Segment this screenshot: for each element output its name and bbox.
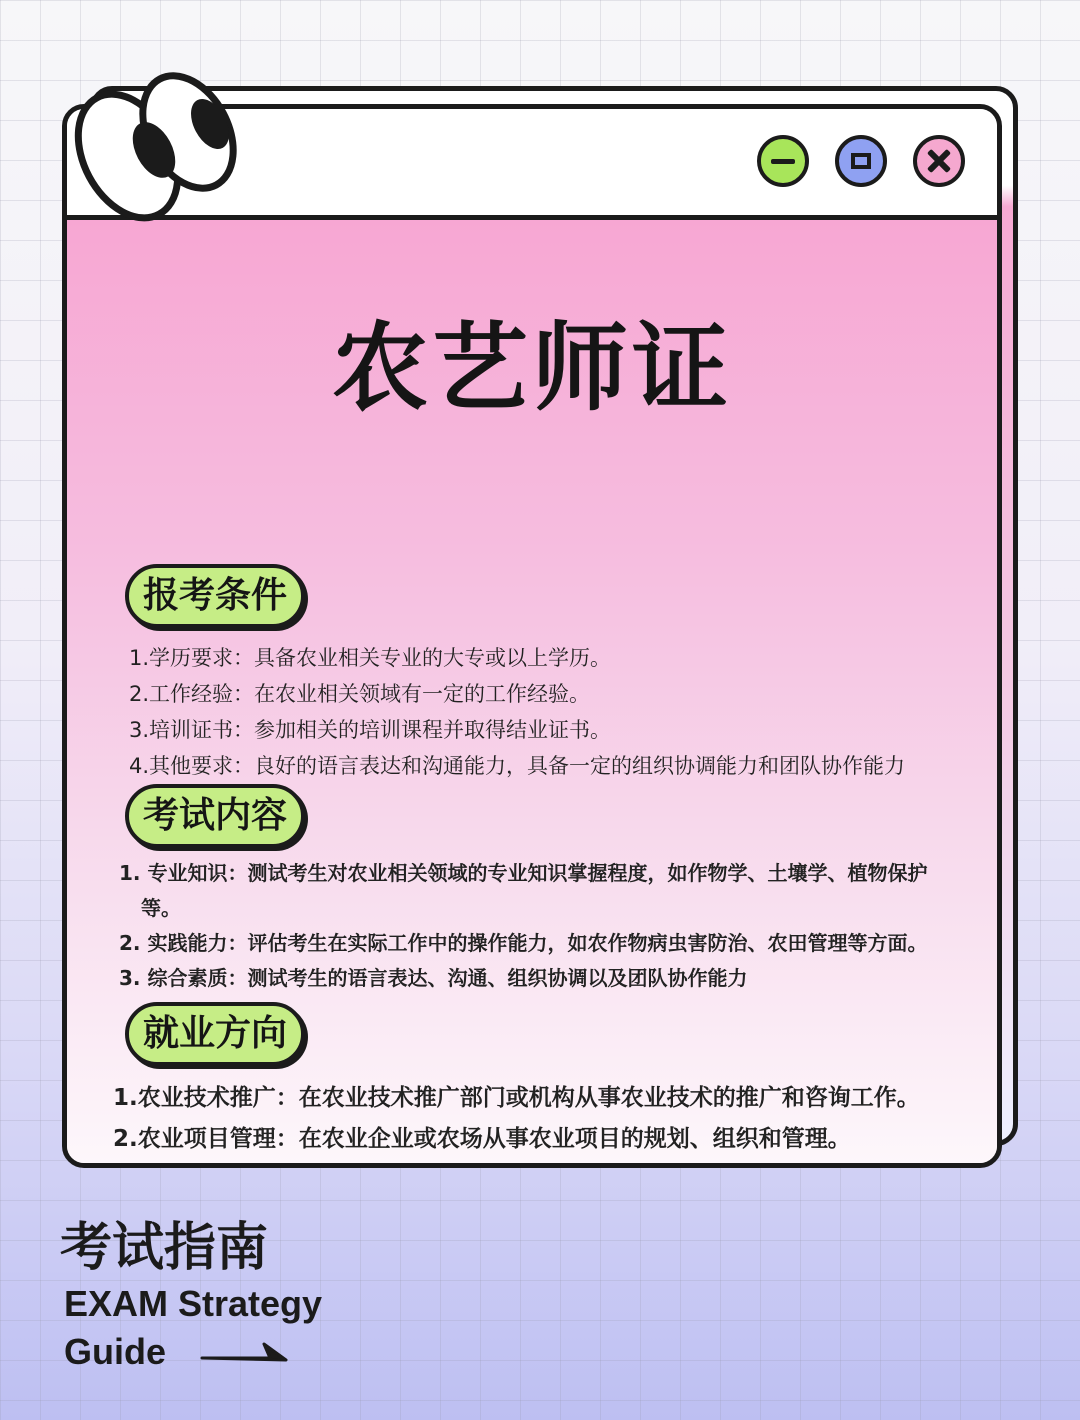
list-item: 3. 综合素质：测试考生的语言表达、沟通、组织协调以及团队协作能力 (119, 966, 748, 990)
list-item (119, 856, 999, 926)
section-heading: 就业方向 (125, 1002, 305, 1066)
arrow-icon (200, 1338, 288, 1366)
list-item: 2.工作经验：在农业相关领域有一定的工作经验。 (129, 682, 591, 706)
list-item-continuation: 等。 (141, 896, 181, 920)
footer-subtitle-line2: Guide (64, 1331, 167, 1372)
section-heading: 报考条件 (125, 564, 305, 628)
close-icon (926, 148, 952, 174)
list-item: 4.其他要求：良好的语言表达和沟通能力，具备一定的组织协调能力和团队协作能力 (129, 754, 906, 778)
list-item: 3.培训证书：参加相关的培训课程并取得结业证书。 (129, 718, 612, 742)
section-career (67, 1002, 997, 1168)
career-list (113, 1078, 997, 1168)
footer-title: 考试指南 (60, 1218, 269, 1278)
exam-content-list (119, 856, 999, 996)
list-item: 2. 实践能力：评估考生在实际工作中的操作能力，如农作物病虫害防治、农田管理等方面。 (119, 931, 928, 955)
footer-subtitle-line1: EXAM Strategy (64, 1283, 323, 1324)
list-item: 2.农业项目管理：在农业企业或农场从事农业项目的规划、组织和管理。 (113, 1125, 851, 1152)
close-button[interactable] (913, 135, 965, 187)
section-heading: 考试内容 (125, 784, 305, 848)
section-exam-content (67, 784, 997, 996)
page-title: 农艺师证 (332, 312, 732, 424)
window-content (67, 220, 997, 1163)
minimize-button[interactable] (757, 135, 809, 187)
maximize-button[interactable] (835, 135, 887, 187)
minimize-icon (771, 159, 795, 164)
list-item-text: 1. 专业知识：测试考生对农业相关领域的专业知识掌握程度，如作物学、土壤学、植物保护 (119, 861, 928, 885)
list-item: 1.农业技术推广：在农业技术推广部门或机构从事农业技术的推广和咨询工作。 (113, 1085, 920, 1111)
cartoon-eyes-icon (70, 38, 250, 228)
requirements-list (129, 640, 997, 784)
list-item: 1.学历要求：具备农业相关专业的大专或以上学历。 (129, 646, 612, 670)
list-item (113, 1159, 997, 1168)
section-requirements (67, 564, 997, 784)
maximize-icon (851, 153, 871, 169)
main-window (62, 104, 1002, 1168)
